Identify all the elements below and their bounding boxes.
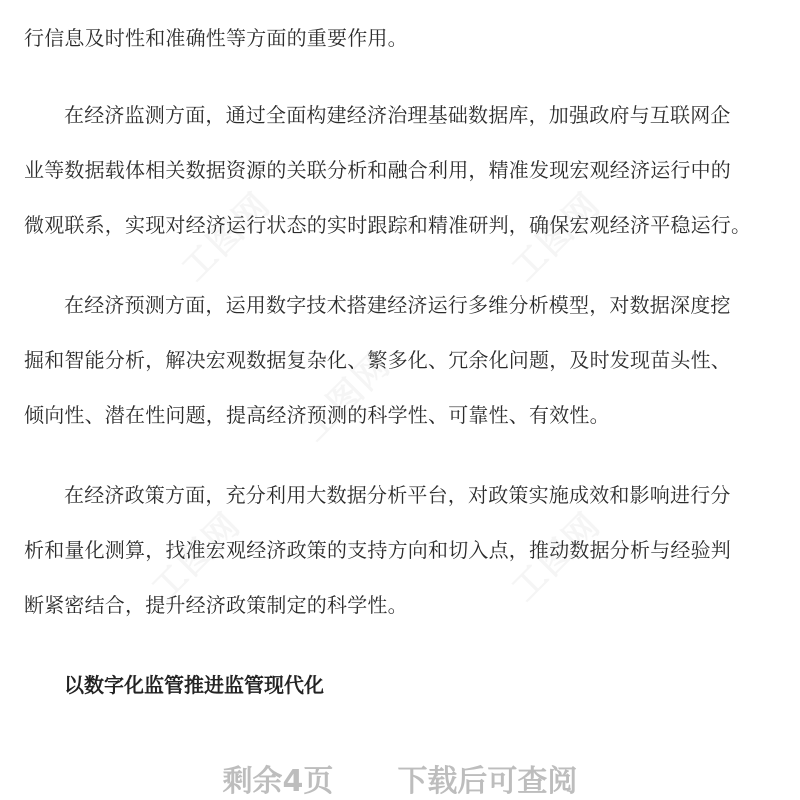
paragraph-line: 微观联系，实现对经济运行状态的实时跟踪和精准研判，确保宏观经济平稳运行。 (24, 213, 752, 237)
paragraph-line: 行信息及时性和准确性等方面的重要作用。 (24, 26, 408, 50)
watermark: 工图网 (174, 184, 279, 290)
paragraph-line: 在经济预测方面，运用数字技术搭建经济运行多维分析模型，对数据深度挖 (64, 293, 731, 317)
watermark: 工图网 (504, 184, 609, 290)
paragraph-line: 析和量化测算，找准宏观经济政策的支持方向和切入点，推动数据分析与经验判 (24, 538, 731, 562)
download-to-view-button[interactable]: 下载后可查阅 (397, 764, 578, 799)
watermark: 工图网 (144, 504, 249, 610)
watermark: 工图网 (294, 344, 399, 450)
paragraph-line: 断紧密结合，提升经济政策制定的科学性。 (24, 593, 408, 617)
section-heading: 以数字化监管推进监管现代化 (64, 673, 324, 697)
remaining-pages-label[interactable]: 剩余4页 (222, 764, 334, 799)
paragraph-line: 掘和智能分析，解决宏观数据复杂化、繁多化、冗余化问题，及时发现苗头性、 (24, 348, 731, 372)
paragraph-line: 在经济监测方面，通过全面构建经济治理基础数据库，加强政府与互联网企 (64, 103, 731, 127)
paragraph-line: 倾向性、潜在性问题，提高经济预测的科学性、可靠性、有效性。 (24, 403, 610, 427)
download-prompt[interactable] (0, 756, 800, 800)
watermark: 工图网 (504, 504, 609, 610)
paragraph-line: 业等数据载体相关数据资源的关联分析和融合利用，精准发现宏观经济运行中的 (24, 158, 731, 182)
paragraph-line: 在经济政策方面，充分利用大数据分析平台，对政策实施成效和影响进行分 (64, 483, 731, 507)
